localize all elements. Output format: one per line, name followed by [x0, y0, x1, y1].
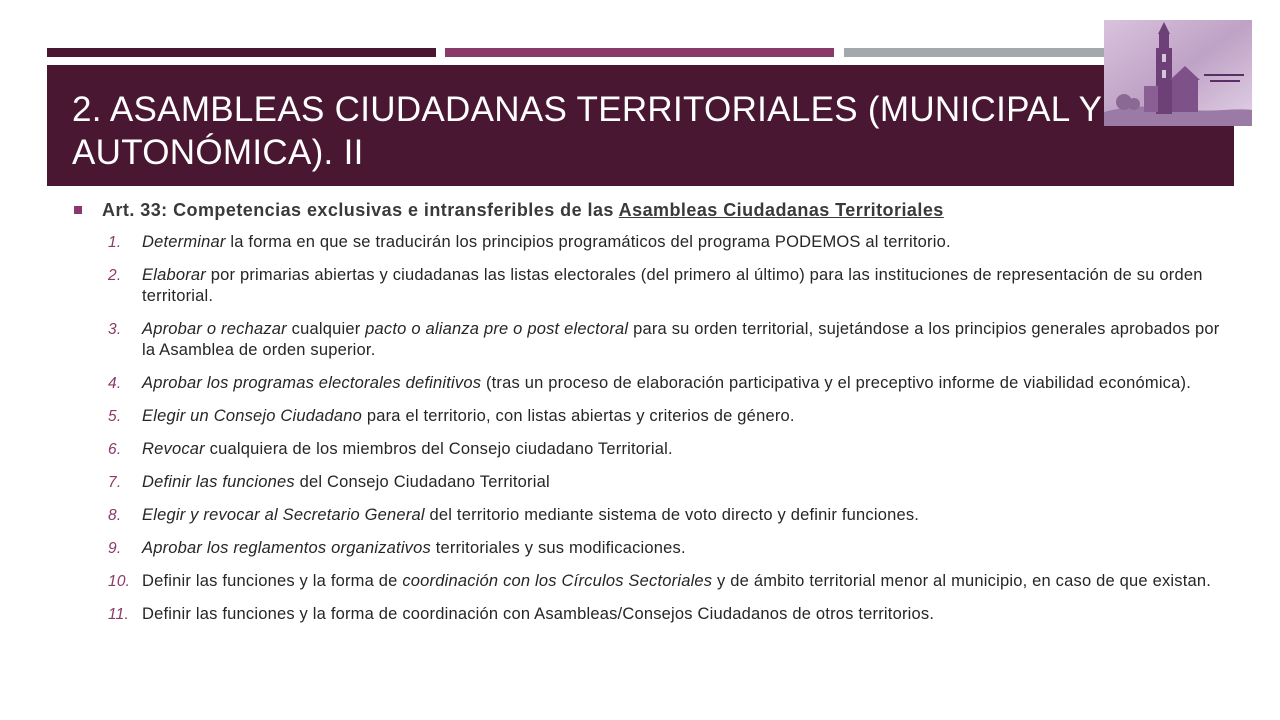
accent-bar-dark [47, 48, 436, 57]
list-item-text [142, 571, 1224, 592]
list-item-number-text: 2. [108, 267, 122, 284]
list-item-segment: Definir las funciones y la forma de [142, 572, 403, 590]
list-item [74, 472, 1224, 493]
list-item-text [142, 472, 1224, 493]
accent-bar-magenta [445, 48, 834, 57]
list-item-text [142, 505, 1224, 526]
list-item-number-text: 8. [108, 507, 122, 524]
list-item-number [74, 373, 142, 394]
list-item-number-text: 4. [108, 375, 122, 392]
list-item-emphasis: Aprobar o rechazar [142, 320, 287, 338]
list-item [74, 604, 1224, 625]
list-item-number [74, 406, 142, 427]
list-item [74, 505, 1224, 526]
list-item-emphasis: Elaborar [142, 266, 206, 284]
list-item-text [142, 319, 1224, 361]
slide-title: 2. ASAMBLEAS CIUDADANAS TERRITORIALES (MUNICIPAL Y AUTONÓMICA). II [72, 90, 1102, 172]
list-item-text [142, 232, 1224, 253]
list-item-segment: Definir las funciones y la forma de coordinación con Asambleas/Consejos Ciudadanos de otros territorios. [142, 605, 935, 623]
accent-bar-gray [844, 48, 1144, 57]
list-item-number-text: 9. [108, 540, 122, 557]
list-item-number [74, 571, 142, 592]
list-item [74, 538, 1224, 559]
list-item-number [74, 265, 142, 307]
article-heading [74, 198, 1224, 222]
list-item-number-text: 10. [108, 573, 131, 590]
list-item-emphasis: pacto o alianza pre o post electoral [365, 320, 629, 338]
list-item-number [74, 472, 142, 493]
article-heading-text [102, 198, 944, 222]
list-item-number [74, 232, 142, 253]
list-item-segment: y de ámbito territorial menor al municipio, en caso de que existan. [712, 572, 1212, 590]
list-item-emphasis: Revocar [142, 440, 205, 458]
list-item-number-text: 3. [108, 321, 122, 338]
list-item-text [142, 439, 1224, 460]
list-item-number-text: 6. [108, 441, 122, 458]
list-item-emphasis: Aprobar los programas electorales definitivos [142, 374, 482, 392]
list-item-number [74, 538, 142, 559]
list-item-number-text: 1. [108, 234, 122, 251]
list-item-number-text: 5. [108, 408, 122, 425]
list-item-segment: para el territorio, con listas abiertas y criterios de género. [362, 407, 795, 425]
list-item-number [74, 505, 142, 526]
list-item-segment: la forma en que se traducirán los principios programáticos del programa PODEMOS al territorio. [225, 233, 951, 251]
list-item [74, 439, 1224, 460]
list-item-number [74, 604, 142, 625]
list-item-number [74, 319, 142, 361]
list-item-segment: (tras un proceso de elaboración participativa y el preceptivo informe de viabilidad económica). [481, 374, 1191, 392]
list-item-emphasis: Definir las funciones [142, 473, 295, 491]
list-item-segment: cualquier [286, 320, 366, 338]
list-item-segment: cualquiera de los miembros del Consejo ciudadano Territorial. [204, 440, 673, 458]
article-heading-link[interactable]: Asambleas Ciudadanas Territoriales [618, 200, 944, 220]
list-item-text [142, 265, 1224, 307]
list-item-emphasis: Elegir y revocar al Secretario General [142, 506, 425, 524]
list-item-text [142, 406, 1224, 427]
list-item-number [74, 439, 142, 460]
slide-content [74, 198, 1224, 637]
list-item-segment: del territorio mediante sistema de voto directo y definir funciones. [424, 506, 920, 524]
list-item-number-text: 11. [108, 606, 129, 623]
list-item [74, 319, 1224, 361]
list-item [74, 571, 1224, 592]
list-item-segment: por primarias abiertas y ciudadanas las listas electorales (del primero al último) para las instituciones de representación de su orden territorial. [142, 266, 1203, 305]
list-item-emphasis: Elegir un Consejo Ciudadano [142, 407, 363, 425]
church-tower-logo-image [1104, 20, 1252, 126]
list-item-emphasis: Aprobar los reglamentos organizativos [142, 539, 431, 557]
list-item [74, 373, 1224, 394]
list-item-emphasis: Determinar [142, 233, 226, 251]
square-bullet-icon [74, 206, 82, 214]
list-item-segment: para su orden territorial, sujetándose a los principios generales aprobados por la Asamblea de orden superior. [142, 320, 1220, 359]
list-item-text [142, 604, 1224, 625]
list-item [74, 406, 1224, 427]
list-item-number-text: 7. [108, 474, 122, 491]
list-item-segment: territoriales y sus modificaciones. [430, 539, 686, 557]
list-item-emphasis: coordinación con los Círculos Sectoriales [402, 572, 713, 590]
list-item-text [142, 538, 1224, 559]
article-heading-prefix: Art. 33: Competencias exclusivas e intransferibles de las [102, 200, 619, 220]
competencies-list [74, 232, 1224, 625]
list-item [74, 232, 1224, 253]
list-item-segment: del Consejo Ciudadano Territorial [294, 473, 550, 491]
list-item [74, 265, 1224, 307]
list-item-text [142, 373, 1224, 394]
